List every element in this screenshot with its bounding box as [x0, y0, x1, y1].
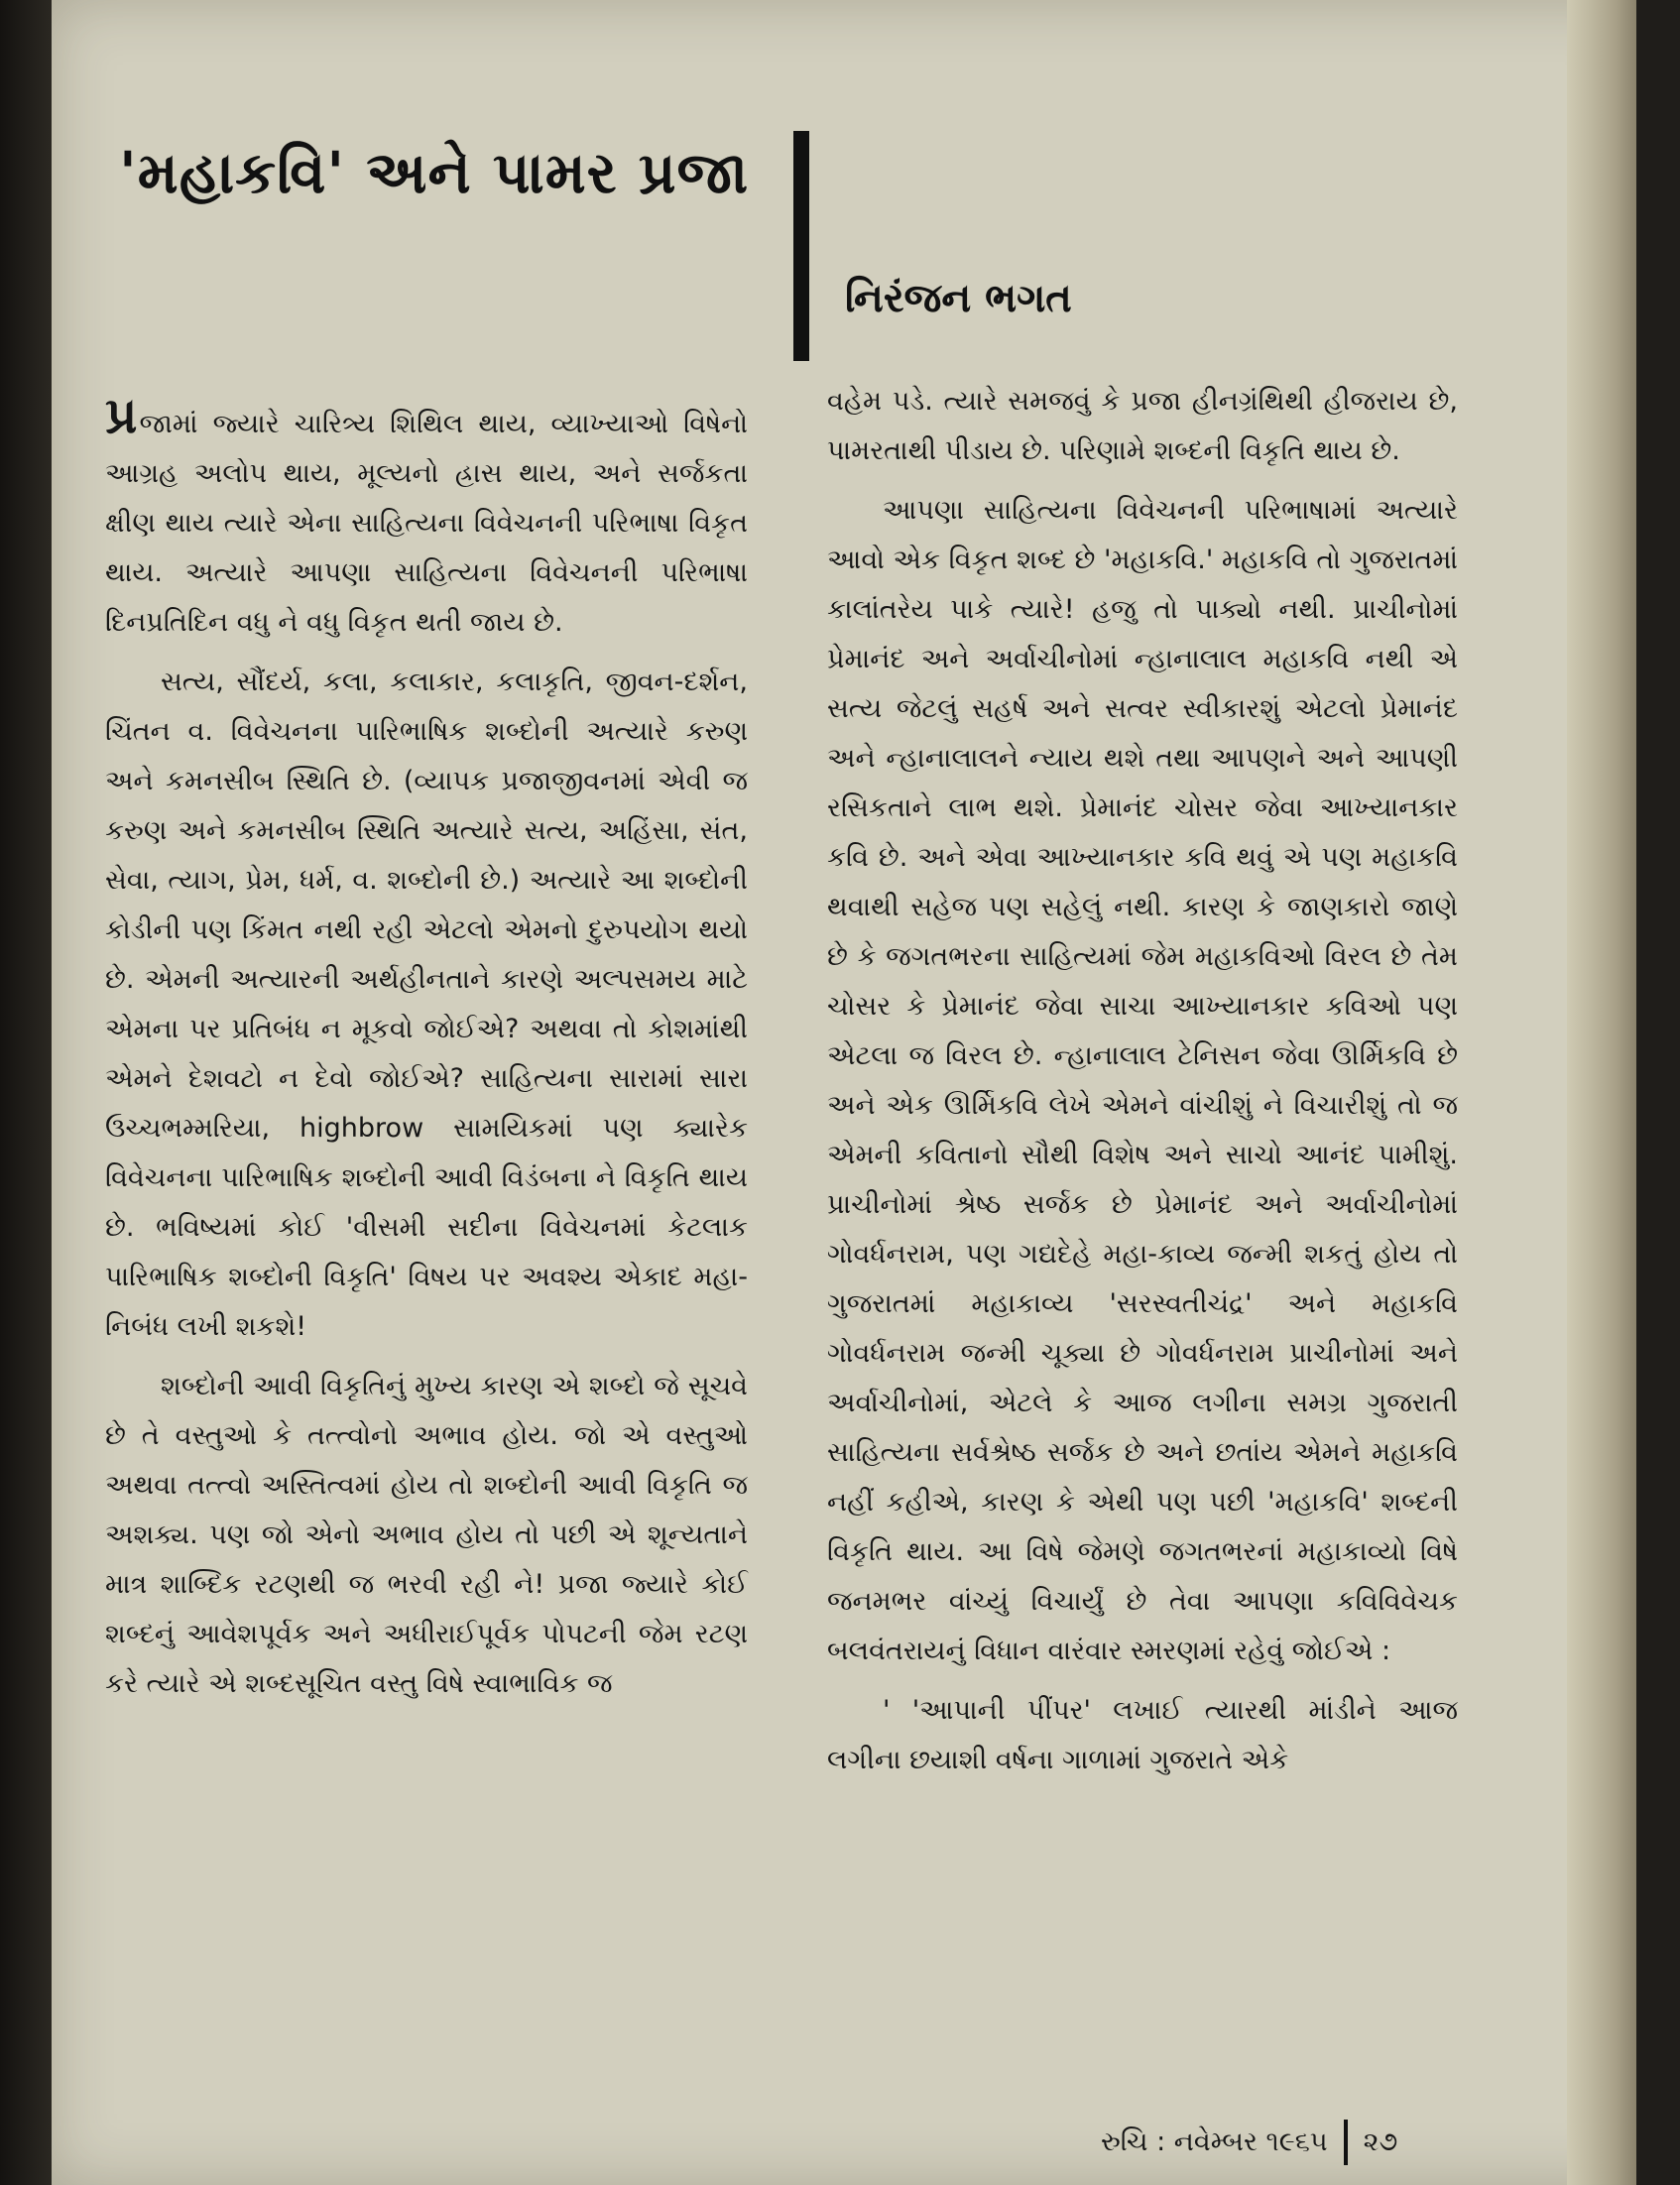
article-author: નિરંજન ભગત — [845, 276, 1072, 321]
page-edge — [1567, 0, 1636, 2185]
binding-shadow — [0, 0, 52, 2185]
left-column — [105, 387, 748, 1719]
page-number: ૨૭ — [1363, 2126, 1398, 2157]
paragraph-5: આપણા સાહિત્યના વિવેચનની પરિભાષામાં અત્યારે આવો એક વિકૃત શબ્દ છે 'મહાકવિ.' મહાકવિ તો ગુજરાતમાં કાલાંતરેય પાકે ત્યારે! હજુ તો પાક્યો નથી. પ્રાચીનોમાં પ્રેમાનંદ અને અર્વાચીનોમાં ન્હાનાલાલ મહાકવિ નથી એ સત્ય જેટલું સહર્ષ અને સત્વર સ્વીકારશું એટલો પ્રેમાનંદ અને ન્હાનાલાલને ન્યાય થશે તથા આપણને અને આપણી રસિકતાને લાભ થશે. પ્રેમાનંદ ચોસર જેવા આખ્યાનકાર કવિ છે. અને એવા આખ્યાનકાર કવિ થવું એ પણ મહાકવિ થવાથી સહેજ પણ સહેલું નથી. કારણ કે જાણકારો જાણે છે કે જગતભરના સાહિત્યમાં જેમ મહાકવિઓ વિરલ છે તેમ ચોસર કે પ્રેમાનંદ જેવા સાચા આખ્યાનકાર કવિઓ પણ એટલા જ વિરલ છે. ન્હાનાલાલ ટેનિસન જેવા ઊર્મિકવિ છે અને એક ઊર્મિકવિ લેખે એમને વાંચીશું ને વિચારીશું તો જ એમની કવિતાનો સૌથી વિશેષ અને સાચો આનંદ પામીશું. પ્રાચીનોમાં શ્રેષ્ઠ સર્જક છે પ્રેમાનંદ અને અર્વાચીનોમાં ગોવર્ધનરામ, પણ ગદ્યદેહે મહા-કાવ્ય જન્મી શકતું હોય તો ગુજરાતમાં મહાકાવ્ય 'સરસ્વતીચંદ્ર' અને મહાકવિ ગોવર્ધનરામ જન્મી ચૂક્યા છે ગોવર્ધનરામ પ્રાચીનોમાં અને અર્વાચીનોમાં, એટલે કે આજ લગીના સમગ્ર ગુજરાતી સાહિત્યના સર્વશ્રેષ્ઠ સર્જક છે અને છતાંય એમને મહાકવિ નહીં કહીએ, કારણ કે એથી પણ પછી 'મહાકવિ' શબ્દની વિકૃતિ થાય. આ વિષે જેમણે જગતભરનાં મહાકાવ્યો વિષે જનમભર વાંચ્યું વિચાર્યું છે તેવા આપણા કવિવિવેચક બલવંતરાયનું વિધાન વારંવાર સ્મરણમાં રહેવું જોઈએ : — [827, 495, 1458, 1666]
paragraph-2: સત્ય, સૌંદર્ય, કલા, કલાકાર, કલાકૃતિ, જીવન-દર્શન, ચિંતન વ. વિવેચનના પારિભાષિક શબ્દોની અત્યારે કરુણ અને કમનસીબ સ્થિતિ છે. (વ્યાપક પ્રજાજીવનમાં એવી જ કરુણ અને કમનસીબ સ્થિતિ અત્યારે સત્ય, અહિંસા, સંત, સેવા, ત્યાગ, પ્રેમ, ધર્મ, વ. શબ્દોની છે.) અત્યારે આ શબ્દોની કોડીની પણ કિંમત નથી રહી એટલો એમનો દુરુપયોગ થયો છે. એમની અત્યારની અર્થહીનતાને કારણે અલ્પસમય માટે એમના પર પ્રતિબંધ ન મૂકવો જોઈએ? અથવા તો કોશમાંથી એમને દેશવટો ન દેવો જોઈએ? સાહિત્યના સારામાં સારા ઉચ્ચભમ્મરિયા, highbrow સામયિકમાં પણ ક્યારેક વિવેચનના પારિભાષિક શબ્દોની આવી વિડંબના ને વિકૃતિ થાય છે. ભવિષ્યમાં કોઈ 'વીસમી સદીના વિવેચનમાં કેટલાક પારિભાષિક શબ્દોની વિકૃતિ' વિષય પર અવશ્ય એકાદ મહા-નિબંધ લખી શકશે! — [105, 667, 748, 1342]
paragraph-1 — [105, 387, 748, 648]
title-divider — [793, 131, 809, 361]
paragraph-6: ' 'આપાની પીંપર' લખાઈ ત્યારથી માંડીને આજ લગીના છયાશી વર્ષના ગાળામાં ગુજરાતે એકે — [827, 1695, 1458, 1775]
drop-cap: પ્ર — [105, 387, 138, 444]
journal-issue: રુચિ : નવેમ્બર ૧૯૬૫ — [1101, 2126, 1328, 2157]
right-column — [827, 377, 1458, 1795]
paragraph-4: વહેમ પડે. ત્યારે સમજવું કે પ્રજા હીનગ્રંથિથી હીજરાય છે, પામરતાથી પીડાય છે. પરિણામે શબ્દની વિકૃતિ થાય છે. — [827, 386, 1458, 466]
paragraph-3: શબ્દોની આવી વિકૃતિનું મુખ્ય કારણ એ શબ્દો જે સૂચવે છે તે વસ્તુઓ કે તત્ત્વોનો અભાવ હોય. જો એ વસ્તુઓ અથવા તત્ત્વો અસ્તિત્વમાં હોય તો શબ્દોની આવી વિકૃતિ જ અશક્ય. પણ જો એનો અભાવ હોય તો પછી એ શૂન્યતાને માત્ર શાબ્દિક રટણથી જ ભરવી રહી ને! પ્રજા જ્યારે કોઈ શબ્દનું આવેશપૂર્વક અને અધીરાઈપૂર્વક પોપટની જેમ રટણ કરે ત્યારે એ શબ્દસૂચિત વસ્તુ વિષે સ્વાભાવિક જ — [105, 1371, 748, 1699]
page-footer — [1101, 2119, 1397, 2166]
paragraph-1-text: જામાં જ્યારે ચારિત્ર્ય શિથિલ થાય, વ્યાખ્યાઓ વિષેનો આગ્રહ અલોપ થાય, મૂલ્યનો હ્રાસ થાય, અને સર્જકતા ક્ષીણ થાય ત્યારે એના સાહિત્યના વિવેચનની પરિભાષા વિકૃત થાય. અત્યારે આપણા સાહિત્યના વિવેચનની પરિભાષા દિનપ્રતિદિન વધુ ને વધુ વિકૃત થતી જાય છે. — [105, 409, 748, 638]
footer-separator — [1344, 2120, 1348, 2165]
article-title: 'મહાકવિ' અને પામર પ્રજા — [119, 139, 750, 206]
